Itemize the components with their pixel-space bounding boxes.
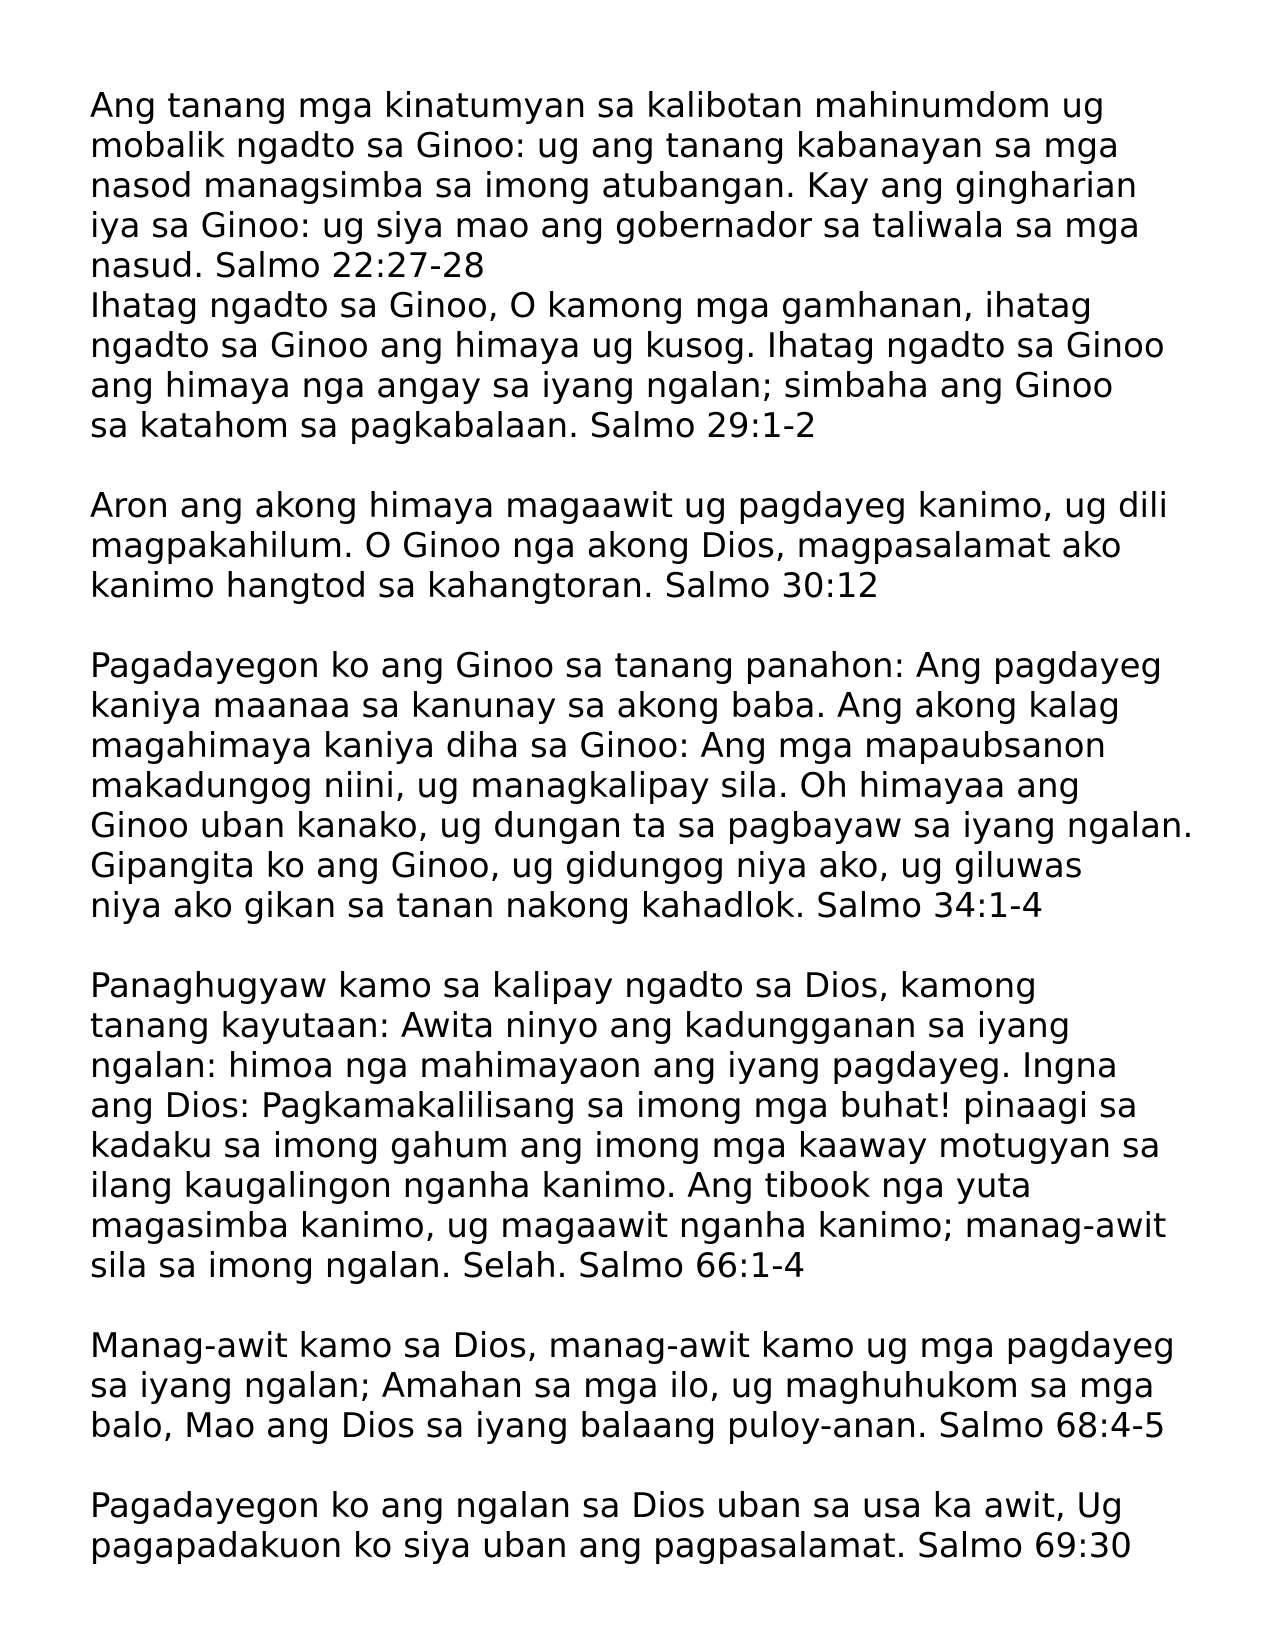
paragraph-gap <box>90 926 1240 966</box>
text-line: iya sa Ginoo: ug siya mao ang gobernador sa taliwala sa mga <box>90 206 1140 246</box>
passage-psalm-22 <box>90 86 1240 286</box>
text-line: makadungog niini, ug managkalipay sila. Oh himayaa ang <box>90 766 1081 806</box>
text-line: ang himaya nga angay sa iyang ngalan; simbaha ang Ginoo <box>90 366 1114 406</box>
text-line: kadaku sa imong gahum ang imong mga kaaway motugyan sa <box>90 1126 1161 1166</box>
text-line: Manag-awit kamo sa Dios, manag-awit kamo ug mga pagdayeg <box>90 1326 1175 1366</box>
text-line: balo, Mao ang Dios sa iyang balaang puloy-anan. Salmo 68:4-5 <box>90 1406 1166 1446</box>
text-line: kanimo hangtod sa kahangtoran. Salmo 30:12 <box>90 566 880 606</box>
passage-psalm-68 <box>90 1326 1240 1446</box>
text-line: sa katahom sa pagkabalaan. Salmo 29:1-2 <box>90 406 817 446</box>
text-line: pagapadakuon ko siya uban ang pagpasalamat. Salmo 69:30 <box>90 1526 1132 1566</box>
text-line: nasud. Salmo 22:27-28 <box>90 246 485 286</box>
text-line: Aron ang akong himaya magaawit ug pagdayeg kanimo, ug dili <box>90 486 1168 526</box>
text-line: sila sa imong ngalan. Selah. Salmo 66:1-4 <box>90 1246 806 1286</box>
text-line: mobalik ngadto sa Ginoo: ug ang tanang kabanayan sa mga <box>90 126 1119 166</box>
paragraph-gap <box>90 606 1240 646</box>
text-line: magpakahilum. O Ginoo nga akong Dios, magpasalamat ako <box>90 526 1122 566</box>
passage-psalm-29 <box>90 286 1240 446</box>
text-line: magasimba kanimo, ug magaawit nganha kanimo; manag-awit <box>90 1206 1167 1246</box>
text-line: Pagadayegon ko ang ngalan sa Dios uban sa usa ka awit, Ug <box>90 1486 1124 1526</box>
paragraph-gap <box>90 1286 1240 1326</box>
text-line: ngadto sa Ginoo ang himaya ug kusog. Ihatag ngadto sa Ginoo <box>90 326 1165 366</box>
passage-psalm-30 <box>90 486 1240 606</box>
text-line: Pagadayegon ko ang Ginoo sa tanang panahon: Ang pagdayeg <box>90 646 1163 686</box>
text-line: ilang kaugalingon nganha kanimo. Ang tibook nga yuta <box>90 1166 1032 1206</box>
document-page <box>90 86 1240 1566</box>
text-line: niya ako gikan sa tanan nakong kahadlok. Salmo 34:1-4 <box>90 886 1044 926</box>
passage-psalm-34 <box>90 646 1240 926</box>
text-line: nasod managsimba sa imong atubangan. Kay ang gingharian <box>90 166 1138 206</box>
text-line: Gipangita ko ang Ginoo, ug gidungog niya ako, ug giluwas <box>90 846 1083 886</box>
text-line: Panaghugyaw kamo sa kalipay ngadto sa Dios, kamong <box>90 966 1037 1006</box>
text-line: Ang tanang mga kinatumyan sa kalibotan mahinumdom ug <box>90 86 1105 126</box>
paragraph-gap <box>90 446 1240 486</box>
text-line: sa iyang ngalan; Amahan sa mga ilo, ug maghuhukom sa mga <box>90 1366 1155 1406</box>
text-line: magahimaya kaniya diha sa Ginoo: Ang mga mapaubsanon <box>90 726 1107 766</box>
text-line: ang Dios: Pagkamakalilisang sa imong mga buhat! pinaagi sa <box>90 1086 1138 1126</box>
text-line: Ihatag ngadto sa Ginoo, O kamong mga gamhanan, ihatag <box>90 286 1093 326</box>
text-line: tanang kayutaan: Awita ninyo ang kadungganan sa iyang <box>90 1006 1071 1046</box>
passage-psalm-69 <box>90 1486 1240 1566</box>
text-line: Ginoo uban kanako, ug dungan ta sa pagbayaw sa iyang ngalan. <box>90 806 1194 846</box>
paragraph-gap <box>90 1446 1240 1486</box>
passage-psalm-66 <box>90 966 1240 1286</box>
text-line: ngalan: himoa nga mahimayaon ang iyang pagdayeg. Ingna <box>90 1046 1118 1086</box>
text-line: kaniya maanaa sa kanunay sa akong baba. Ang akong kalag <box>90 686 1121 726</box>
